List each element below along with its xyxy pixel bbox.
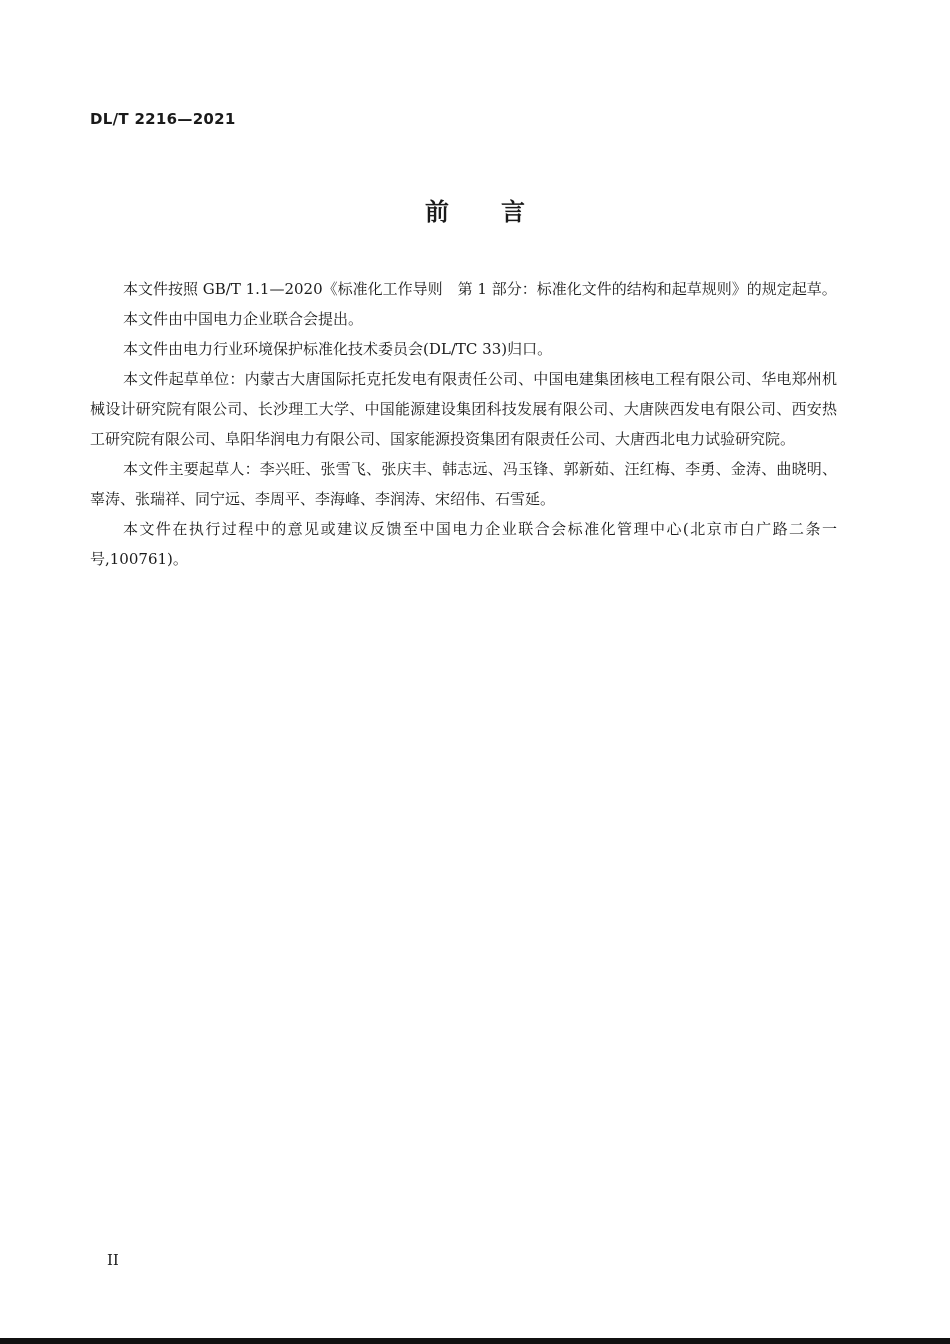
title-char-1: 前: [425, 198, 449, 226]
paragraph-proposer: 本文件由中国电力企业联合会提出。: [123, 310, 364, 328]
title-char-2: 言: [501, 198, 525, 226]
paragraph-drafting-units: 本文件起草单位：内蒙古大唐国际托克托发电有限责任公司、中国电建集团核电工程有限公司、华电郑州机械设计研究院有限公司、长沙理工大学、中国能源建设集团科技发展有限公司、大唐陕西发电有限公司、西安热工研究院有限公司、阜阳华润电力有限公司、国家能源投资集团有限责任公司、大唐西北电力试验研究院。: [90, 370, 837, 448]
bottom-border: [0, 1338, 950, 1344]
paragraph-main-drafters: 本文件主要起草人：李兴旺、张雪飞、张庆丰、韩志远、冯玉锋、郭新茹、汪红梅、李勇、金涛、曲晓明、辜涛、张瑞祥、同宁远、李周平、李海峰、李润涛、宋绍伟、石雪延。: [90, 460, 837, 508]
paragraph-drafting-basis: 本文件按照 GB/T 1.1—2020《标准化工作导则 第 1 部分：标准化文件的结构和起草规则》的规定起草。: [123, 280, 837, 298]
foreword-body: [90, 274, 837, 574]
page-title: [0, 192, 950, 227]
paragraph-feedback: 本文件在执行过程中的意见或建议反馈至中国电力企业联合会标准化管理中心(北京市白广路二条一号,100761)。: [90, 520, 837, 568]
paragraph-technical-committee: 本文件由电力行业环境保护标准化技术委员会(DL/TC 33)归口。: [123, 340, 553, 358]
standard-code: DL/T 2216—2021: [90, 110, 236, 128]
page-number: II: [107, 1251, 119, 1269]
